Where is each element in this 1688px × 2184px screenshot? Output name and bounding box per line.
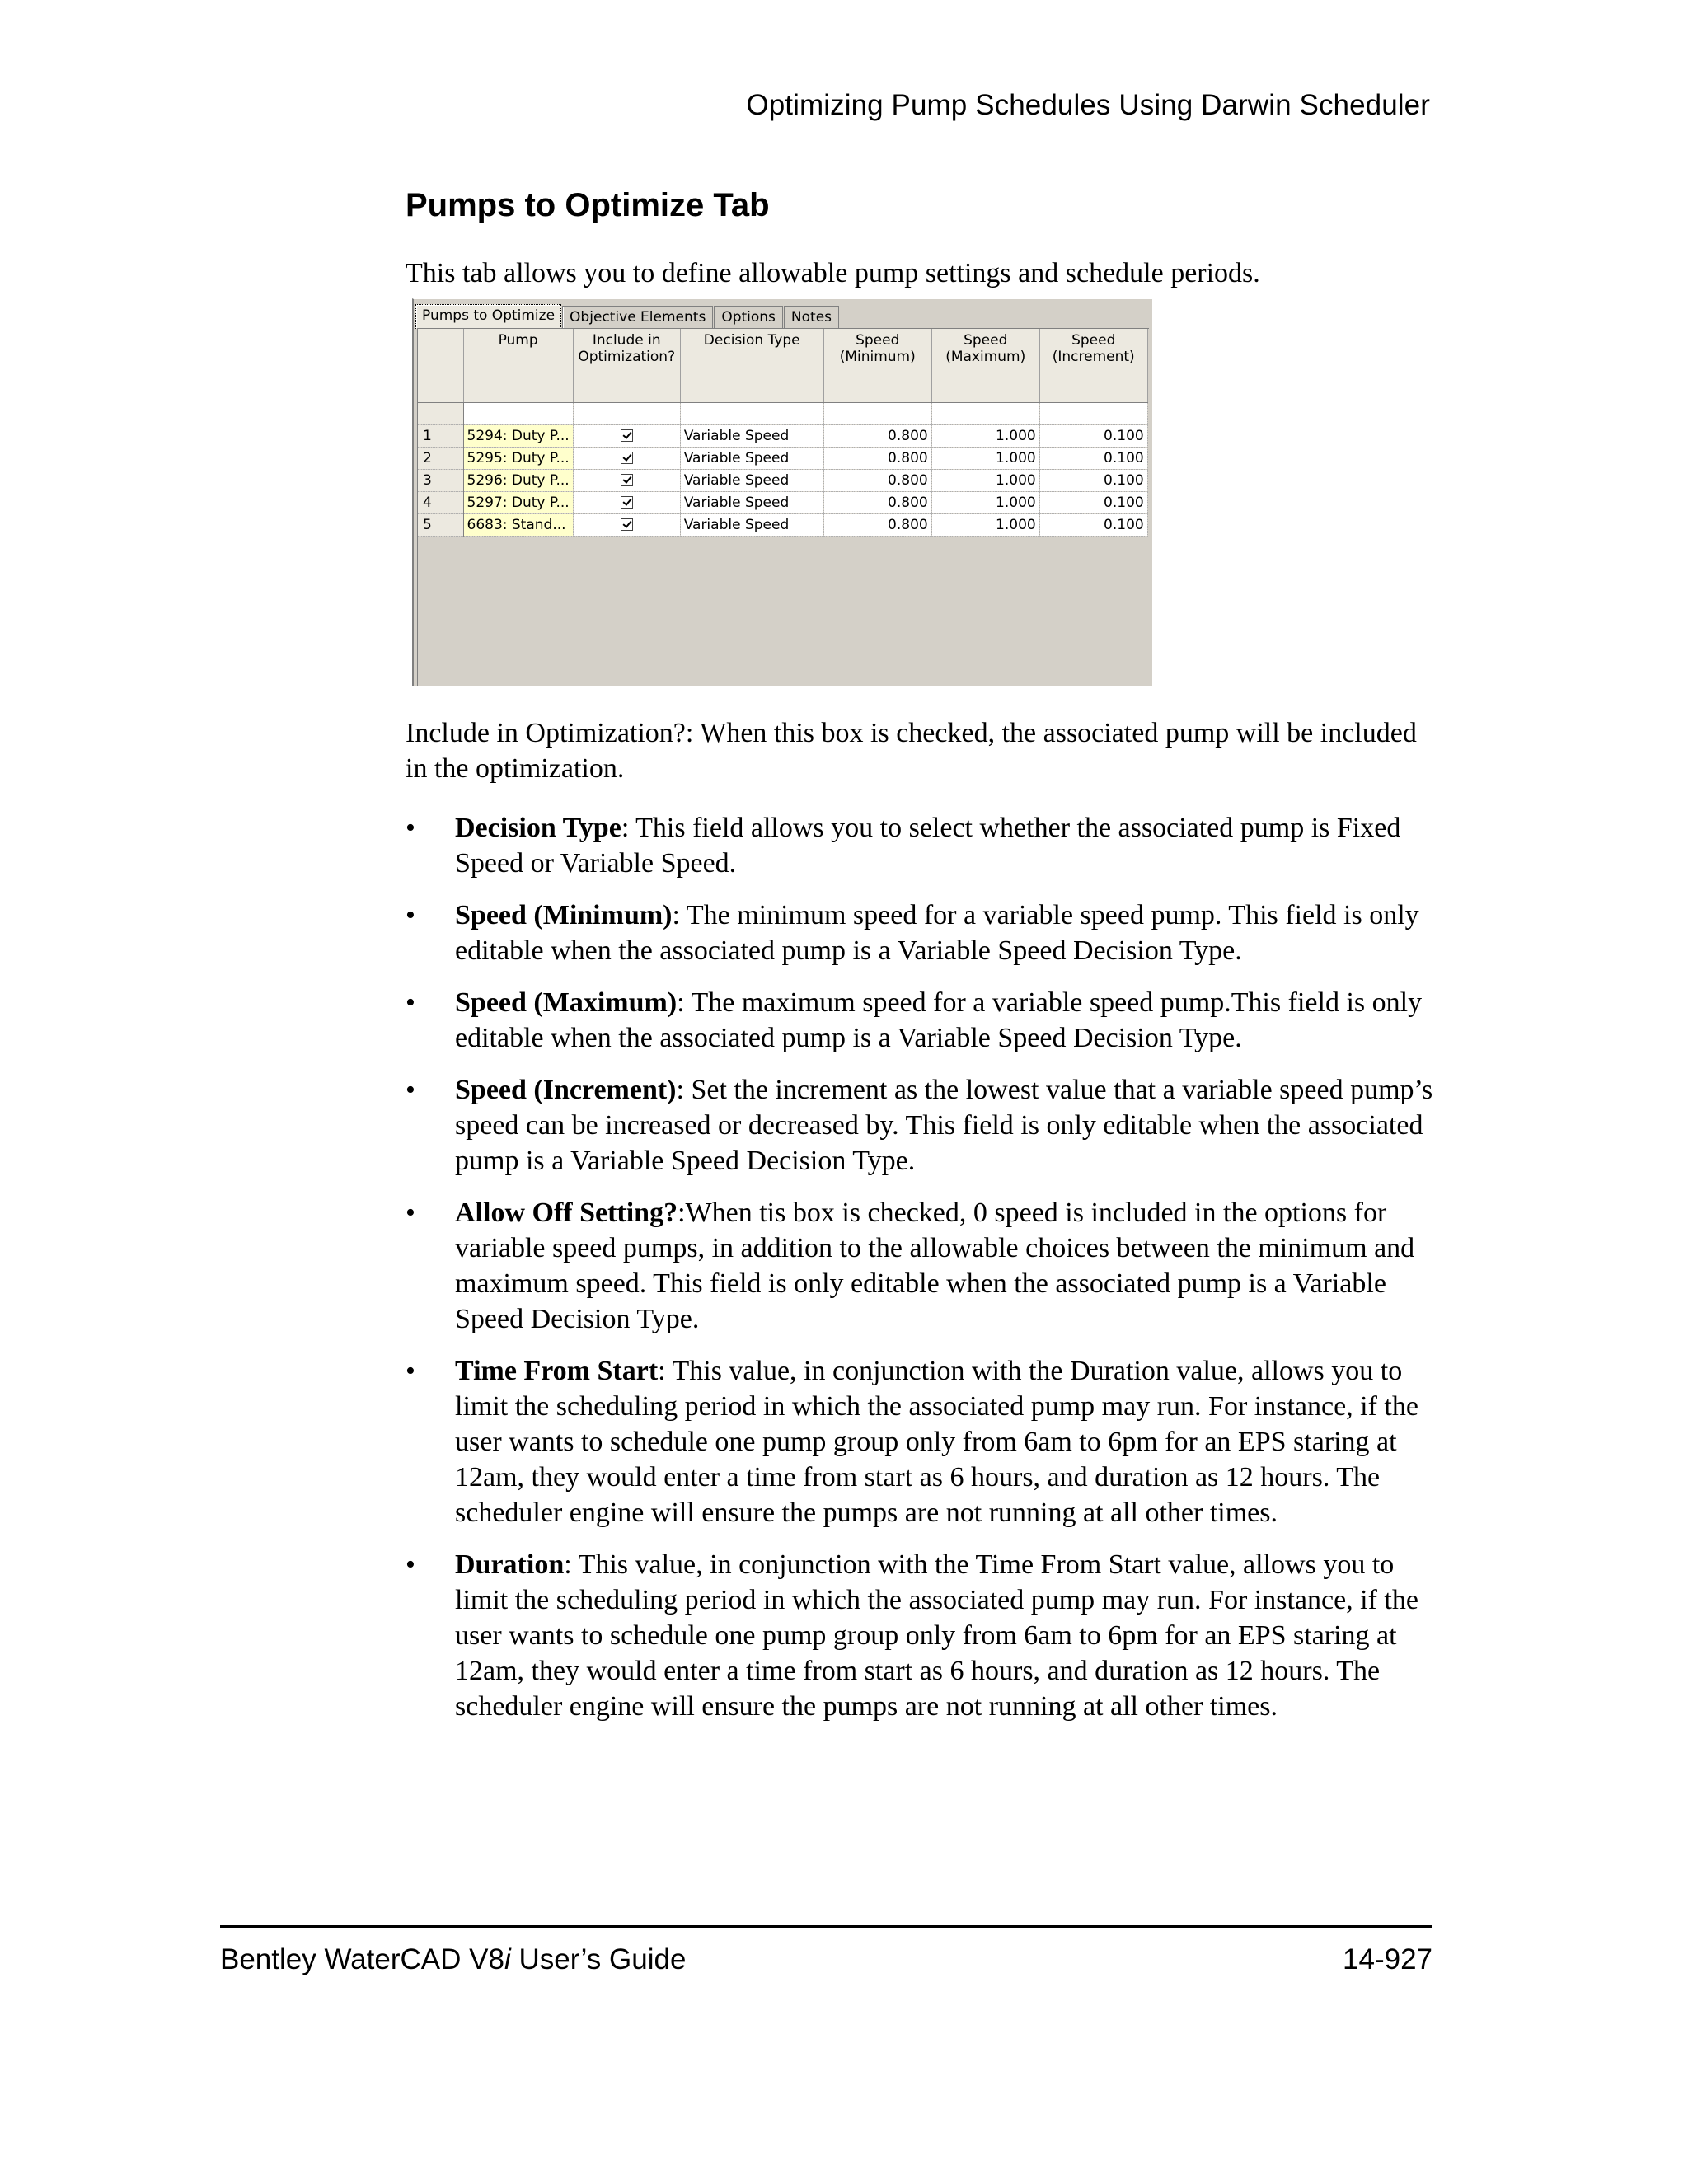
row-number: 1 (418, 425, 463, 448)
include-cell[interactable] (573, 492, 680, 514)
column-header-include[interactable]: Include in Optimization? (573, 329, 680, 403)
table-row[interactable] (418, 492, 1147, 514)
speed-max-cell[interactable]: 1.000 (931, 492, 1039, 514)
include-checkbox[interactable] (621, 474, 633, 486)
list-item (406, 1195, 1444, 1337)
speed-min-cell[interactable]: 0.800 (823, 492, 931, 514)
speed-min-cell[interactable]: 0.800 (823, 470, 931, 492)
include-paragraph: Include in Optimization?: When this box is checked, the associated pump will be included in the optimization. (406, 718, 1417, 784)
column-header-pump[interactable]: Pump (463, 329, 573, 403)
list-item (406, 1353, 1444, 1530)
decision-type-cell[interactable]: Variable Speed (680, 425, 823, 448)
include-cell[interactable] (573, 425, 680, 448)
row-number: 3 (418, 470, 463, 492)
bullet-text: : Set the increment as the lowest value that a variable speed pump’s speed can be increased or decreased by. This field is only editable when the associated pump is a Variable Speed Decision Type. (455, 1075, 1433, 1176)
bullet-term: Time From Start (455, 1356, 659, 1386)
speed-max-cell[interactable]: 1.000 (931, 448, 1039, 470)
row-number: 2 (418, 448, 463, 470)
column-header-row-number (418, 329, 463, 403)
include-checkbox[interactable] (621, 452, 633, 464)
column-header-speed-increment[interactable]: Speed (Increment) (1039, 329, 1147, 403)
bullet-term: Speed (Increment) (455, 1075, 677, 1105)
row-number: 5 (418, 514, 463, 537)
speed-increment-cell[interactable]: 0.100 (1039, 425, 1147, 448)
speed-min-cell[interactable]: 0.800 (823, 425, 931, 448)
speed-increment-cell[interactable]: 0.100 (1039, 448, 1147, 470)
column-header-speed-max[interactable]: Speed (Maximum) (931, 329, 1039, 403)
speed-max-cell[interactable]: 1.000 (931, 514, 1039, 537)
bullet-term: Speed (Minimum) (455, 900, 673, 930)
decision-type-cell[interactable]: Variable Speed (680, 514, 823, 537)
table-row[interactable] (418, 448, 1147, 470)
column-header-speed-min[interactable]: Speed (Minimum) (823, 329, 931, 403)
tab-options[interactable]: Options (714, 306, 783, 328)
pump-grid-area (417, 328, 1149, 686)
include-checkbox[interactable] (621, 518, 633, 531)
pump-cell[interactable]: 5295: Duty P... (463, 448, 573, 470)
include-checkbox[interactable] (621, 496, 633, 509)
footer-page-number: 14-927 (1343, 1943, 1432, 1975)
field-description-list (406, 810, 1444, 1724)
decision-type-cell[interactable]: Variable Speed (680, 492, 823, 514)
grid-header-row (418, 329, 1147, 403)
list-item (406, 1072, 1444, 1179)
footer-rule (220, 1925, 1432, 1928)
list-item (406, 810, 1444, 881)
include-cell[interactable] (573, 470, 680, 492)
bullet-text: : The maximum speed for a variable speed pump.This field is only editable when the associated pump is a Variable Speed Decision Type. (455, 987, 1423, 1053)
bullet-text: : The minimum speed for a variable speed pump. This field is only editable when the associated pump is a Variable Speed Decision Type. (455, 900, 1419, 966)
speed-increment-cell[interactable]: 0.100 (1039, 470, 1147, 492)
pump-cell[interactable]: 5297: Duty P... (463, 492, 573, 514)
column-header-decision-type[interactable]: Decision Type (680, 329, 823, 403)
bullet-text: :When tis box is checked, 0 speed is included in the options for variable speed pumps, in addition to the allowable choices between the minimum and maximum speed. This field is only editable when the associated pump is a Variable Speed Decision Type. (455, 1197, 1415, 1334)
list-item (406, 898, 1444, 968)
tab-pumps-to-optimize[interactable]: Pumps to Optimize (415, 304, 561, 329)
grid-spacer-row (418, 403, 1147, 425)
speed-increment-cell[interactable]: 0.100 (1039, 514, 1147, 537)
section-title: Pumps to Optimize Tab (406, 187, 770, 223)
tab-strip (415, 302, 840, 327)
tab-objective-elements[interactable]: Objective Elements (562, 306, 713, 328)
bullet-text: : This field allows you to select whether the associated pump is Fixed Speed or Variable Speed. (455, 813, 1401, 879)
speed-min-cell[interactable]: 0.800 (823, 448, 931, 470)
speed-max-cell[interactable]: 1.000 (931, 470, 1039, 492)
bullet-text: : This value, in conjunction with the Time From Start value, allows you to limit the scheduling period in which the associated pump may run. For instance, if the user wants to schedule one pump group only from 6am to 6pm for an EPS staring at 12am, they would enter a time from start as 6 hours, and duration as 12 hours. The scheduler engine will ensure the pumps are not running at all other times. (455, 1549, 1418, 1722)
pump-cell[interactable]: 6683: Stand... (463, 514, 573, 537)
running-header: Optimizing Pump Schedules Using Darwin Scheduler (746, 89, 1430, 121)
bullet-text: : This value, in conjunction with the Duration value, allows you to limit the scheduling period in which the associated pump may run. For instance, if the user wants to schedule one pump group only from 6am to 6pm for an EPS staring at 12am, they would enter a time from start as 6 hours, and duration as 12 hours. The scheduler engine will ensure the pumps are not running at all other times. (455, 1356, 1418, 1528)
speed-increment-cell[interactable]: 0.100 (1039, 492, 1147, 514)
bullet-term: Duration (455, 1549, 565, 1580)
pump-cell[interactable]: 5294: Duty P... (463, 425, 573, 448)
decision-type-cell[interactable]: Variable Speed (680, 470, 823, 492)
speed-min-cell[interactable]: 0.800 (823, 514, 931, 537)
pump-grid (418, 329, 1148, 537)
speed-max-cell[interactable]: 1.000 (931, 425, 1039, 448)
bullet-term: Allow Off Setting? (455, 1197, 678, 1228)
row-number: 4 (418, 492, 463, 514)
tab-notes[interactable]: Notes (784, 306, 839, 328)
bullet-term: Decision Type (455, 813, 621, 843)
footer-guide-title: Bentley WaterCAD V8i User’s Guide (220, 1943, 687, 1975)
table-row[interactable] (418, 425, 1147, 448)
pumps-to-optimize-screenshot (412, 298, 1152, 686)
pump-cell[interactable]: 5296: Duty P... (463, 470, 573, 492)
list-item (406, 1547, 1444, 1724)
bullet-term: Speed (Maximum) (455, 987, 678, 1018)
table-row[interactable] (418, 470, 1147, 492)
include-cell[interactable] (573, 448, 680, 470)
table-row[interactable] (418, 514, 1147, 537)
intro-paragraph: This tab allows you to define allowable pump settings and schedule periods. (406, 258, 1260, 288)
include-cell[interactable] (573, 514, 680, 537)
include-checkbox[interactable] (621, 429, 633, 442)
decision-type-cell[interactable]: Variable Speed (680, 448, 823, 470)
list-item (406, 985, 1444, 1056)
